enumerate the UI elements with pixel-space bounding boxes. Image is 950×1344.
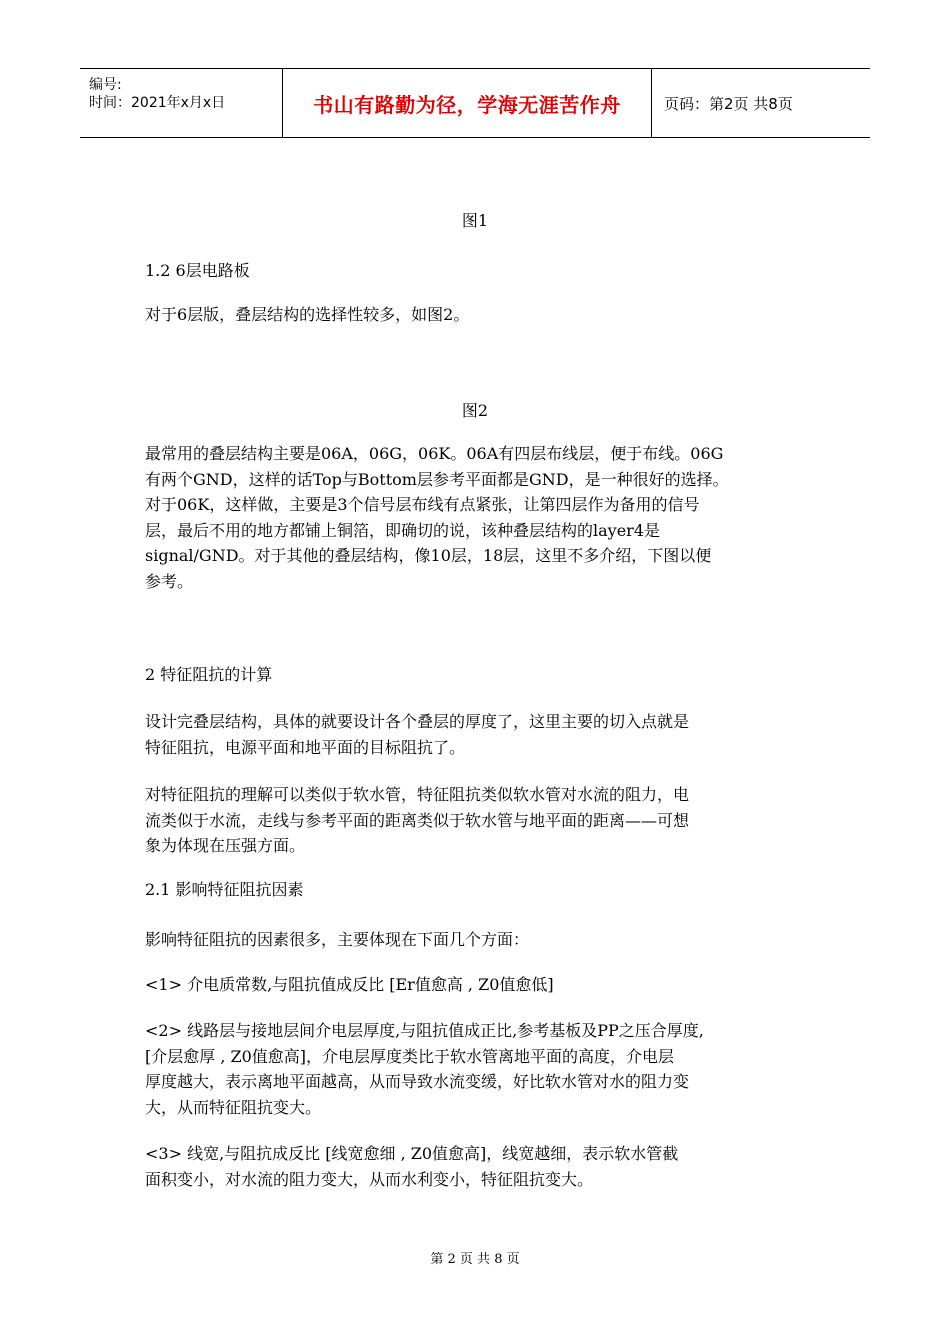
paragraph-design [145,709,805,760]
text-line: 大，从而特征阻抗变大。 [145,1097,322,1117]
text-line: 有两个GND，这样的话Top与Bottom层参考平面都是GND，是一种很好的选择。 [145,469,729,489]
header-motto-cell [283,69,652,137]
page-info: 页码：第2页 共8页 [664,94,793,113]
section-heading-2: 2 特征阻抗的计算 [145,665,273,684]
paragraph-understand [145,782,805,859]
text-line: 最常用的叠层结构主要是06A，06G，06K。06A有四层布线层，便于布线。06G [145,444,724,463]
time-label: 时间：2021年x月x日 [89,95,226,111]
header-page-cell [652,69,870,137]
page-footer: 第 2 页 共 8 页 [430,1252,520,1267]
text-line: <2> 线路层与接地层间介电层厚度,与阻抗值成正比,参考基板及PP之压合厚度, [145,1021,704,1040]
paragraph-factors: 影响特征阻抗的因素很多，主要体现在下面几个方面： [145,930,530,949]
document-header [80,68,870,138]
text-line: signal/GND。对于其他的叠层结构，像10层，18层，这里不多介绍，下图以便 [145,546,712,565]
text-line: [介层愈厚 , Z0值愈高]，介电层厚度类比于软水管离地平面的高度，介电层 [145,1046,675,1066]
text-line: 流类似于水流，走线与参考平面的距离类似于软水管与地平面的距离——可想 [145,810,690,830]
figure-2-caption: 图2 [461,401,489,420]
header-meta-cell [80,69,283,137]
section-heading-1-2: 1.2 6层电路板 [145,261,250,280]
number-label: 编号: [89,77,122,93]
text-line: 面积变小，对水流的阻力变大，从而水利变小，特征阻抗变大。 [145,1169,594,1189]
factor-item-2 [145,1018,805,1120]
figure-1-caption: 图1 [461,211,489,230]
text-line: 设计完叠层结构，具体的就要设计各个叠层的厚度了，这里主要的切入点就是 [145,712,690,731]
section-heading-2-1: 2.1 影响特征阻抗因素 [145,880,304,899]
paragraph-common-stackup [145,441,805,594]
paragraph-6layer: 对于6层版，叠层结构的选择性较多，如图2。 [145,305,470,324]
text-line: 象为体现在压强方面。 [145,836,306,855]
motto: 书山有路勤为径，学海无涯苦作舟 [313,92,621,117]
text-line: 对于06K，这样做，主要是3个信号层布线有点紧张，让第四层作为备用的信号 [145,495,700,514]
text-line: 层，最后不用的地方都铺上铜箔，即确切的说，该种叠层结构的layer4是 [145,520,660,540]
text-line: 特征阻抗，电源平面和地平面的目标阻抗了。 [145,737,466,757]
text-line: 厚度越大，表示离地平面越高，从而导致水流变缓，好比软水管对水的阻力变 [145,1072,690,1091]
factor-item-1: <1> 介电质常数,与阻抗值成反比 [Er值愈高 , Z0值愈低] [145,975,554,994]
text-line: 参考。 [145,571,194,591]
text-line: 对特征阻抗的理解可以类似于软水管，特征阻抗类似软水管对水流的阻力，电 [145,785,690,804]
text-line: <3> 线宽,与阻抗成反比 [线宽愈细 , Z0值愈高]，线宽越细，表示软水管截 [145,1144,679,1163]
factor-item-3 [145,1141,805,1192]
